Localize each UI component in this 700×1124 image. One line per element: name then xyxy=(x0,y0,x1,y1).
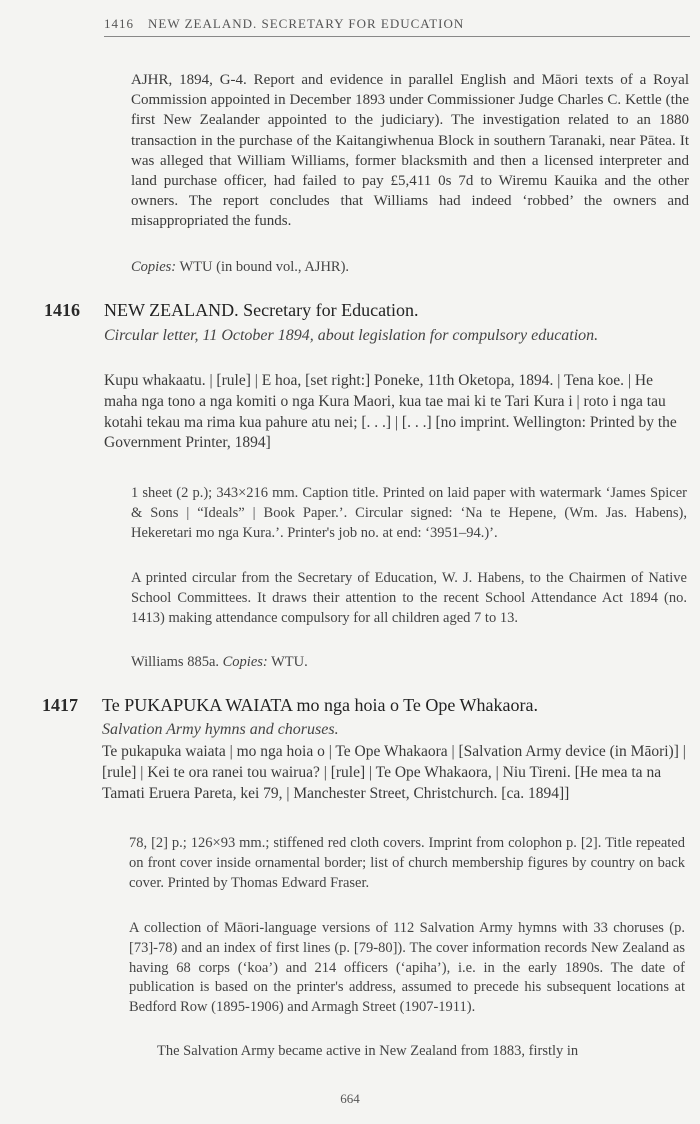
header-page-ref: 1416 xyxy=(104,16,134,31)
previous-entry-copies: Copies: WTU (in bound vol., AJHR). xyxy=(131,259,350,275)
entry-number-1417: 1417 xyxy=(42,695,78,715)
page-number: 664 xyxy=(340,1091,360,1106)
entry-transcription-1417: Te pukapuka waiata | mo nga hoia o | Te Ope Whakaora | [Salvation Army device (in Māori)] | [rule] | Kei te ora ranei tou wairua? | [rule] | Te Ope Whakaora, | Niu Tireni. [He mea ta na Tamati Eruera Pareta, kei 79, | Manchester Street, Christchurch. [ca. 1894]] xyxy=(102,743,686,802)
entry-physical-1417: 78, [2] p.; 126×93 mm.; stiffened red cloth covers. Imprint from colophon p. [2]. Title repeated on front cover inside ornamental border; list of church membership figures by country on back cover. Printed by Thomas Edward Fraser. xyxy=(129,835,685,891)
running-header xyxy=(104,16,690,37)
entry-transcription-1416: Kupu whakaatu. | [rule] | E hoa, [set right:] Poneke, 11th Oketopa, 1894. | Tena koe. | He maha nga tono a nga komiti o nga Kura Maori, kua tae mai ki te Tari Kura i | roto i nga tau kotahi tekau ma rima kua pahure atu nei; [. . .] | [. . .] [no imprint. Wellington: Printed by the Government Printer, 1894] xyxy=(104,372,677,452)
entry-copies-1416: Williams 885a. Copies: WTU. xyxy=(131,654,308,670)
entry-note-1416: A printed circular from the Secretary of Education, W. J. Habens, to the Chairmen of Native School Committees. It draws their attention to the recent School Attendance Act 1894 (no. 1413) making attendance compulsory for all children aged 7 to 13. xyxy=(131,570,687,626)
previous-entry-note: AJHR, 1894, G-4. Report and evidence in parallel English and Māori texts of a Royal Commission appointed in December 1893 under Commissioner Judge Charles C. Kettle (the first New Zealander appointed to the judiciary). The investigation related to an 1880 transaction in the purchase of the Kaitangiwhenua Block in southern Taranaki, near Pātea. It was alleged that William Williams, former blacksmith and then a licensed interpreter and land purchase officer, had failed to pay £5,411 0s 7d to Wiremu Kauika and the other owners. The report concludes that Williams had indeed ‘robbed’ the owners and misappropriated the funds. xyxy=(131,72,689,230)
entry-heading-1417: Te PUKAPUKA WAIATA mo nga hoia o Te Ope Whakaora. xyxy=(102,695,538,715)
entry-heading-1416: NEW ZEALAND. Secretary for Education. xyxy=(104,300,419,320)
entry-physical-1416: 1 sheet (2 p.); 343×216 mm. Caption title. Printed on laid paper with watermark ‘James Spicer & Sons | “Ideals” | Book Paper.’. Circular signed: ‘Na te Hepene, (Wm. Jas. Habens), Hekeretari mo nga Kura.’. Printer's job no. at end: ‘3951–94.)’. xyxy=(131,485,687,541)
entry-number-1416: 1416 xyxy=(44,300,80,320)
entry-subtitle-1416: Circular letter, 11 October 1894, about legislation for compulsory education. xyxy=(104,327,599,344)
entry-note2-1417: The Salvation Army became active in New Zealand from 1883, firstly in xyxy=(157,1043,579,1059)
entry-note-1417: A collection of Māori-language versions of 112 Salvation Army hymns with 33 choruses (p. [73]-78) and an index of first lines (p. [79-80]). The cover information records New Zealand as having 68 corps (‘koa’) and 214 officers (‘apiha’), i.e. in the early 1890s. The date of publication is based on the printer's address, assumed to precede his subsequent locations at Bedford Row (1895-1906) and Armagh Street (1907-1911). xyxy=(129,920,685,1016)
header-title: NEW ZEALAND. SECRETARY FOR EDUCATION xyxy=(148,16,465,31)
entry-subtitle-1417: Salvation Army hymns and choruses. xyxy=(102,721,339,738)
